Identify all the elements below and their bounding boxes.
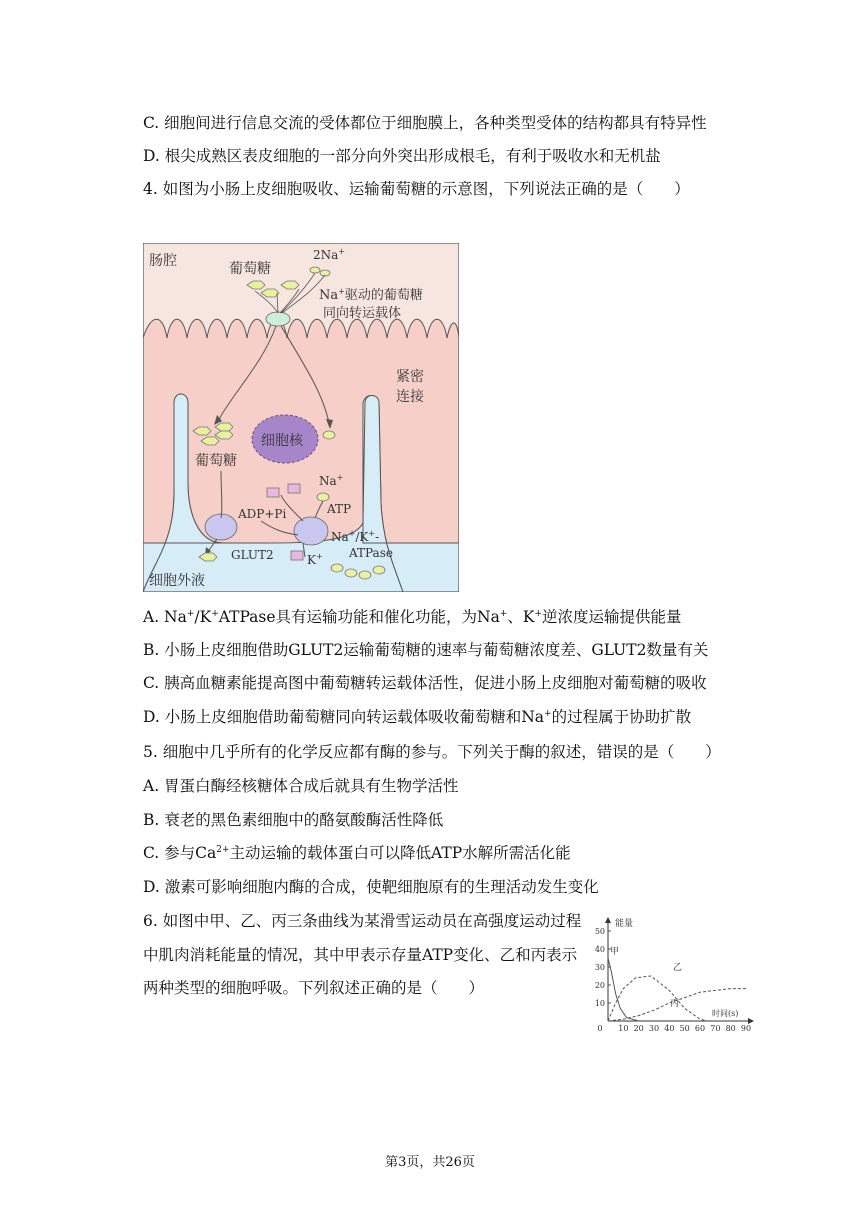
x-tick-label: 80 (725, 1024, 736, 1033)
k-label: K+ (307, 552, 323, 567)
x-axis-label: 时间(s) (712, 1009, 739, 1018)
na-k-atpase (294, 517, 328, 545)
y-tick-label: 30 (594, 963, 605, 972)
pump-label-2: ATPase (349, 546, 393, 560)
y-axis-label: 能量 (615, 919, 634, 929)
x-tick-label: 40 (664, 1024, 675, 1033)
series-label-yi: 乙 (673, 963, 683, 973)
energy-time-chart (586, 913, 754, 1035)
option-5c: C. 参与$Ca^{2+}$主动运输的载体蛋白可以降低ATP水解所需活化能 (143, 844, 571, 862)
question-6-line-2: 中肌肉消耗能量的情况，其中甲表示存量ATP变化、乙和丙表示 (143, 946, 578, 964)
intestinal-cell-diagram (143, 243, 459, 592)
option-5a: A. 胃蛋白酶经核糖体合成后就具有生物学活性 (143, 777, 459, 795)
series-label-bing: 丙 (670, 999, 680, 1009)
y-tick-label: 20 (594, 981, 605, 990)
x-tick-label: 90 (740, 1024, 752, 1033)
glut2-label: GLUT2 (231, 548, 274, 562)
x-tick-label: 60 (694, 1024, 706, 1033)
lumen-label: 肠腔 (149, 253, 177, 269)
glucose-top-label: 葡萄糖 (229, 261, 271, 277)
option-4b: B. 小肠上皮细胞借助GLUT2运输葡萄糖的速率与葡萄糖浓度差、GLUT2数量有关 (143, 641, 709, 659)
glucose-left-label: 葡萄糖 (195, 453, 237, 469)
question-6-line-1: 6. 如图中甲、乙、丙三条曲线为某滑雪运动员在高强度运动过程 (143, 912, 582, 930)
nucleus-label: 细胞核 (261, 433, 303, 449)
x-tick-label: 10 (618, 1024, 629, 1033)
x-tick-label: 50 (679, 1024, 690, 1033)
pump-label-1: Na+/K+- (331, 529, 380, 544)
tight-junction-label-1: 紧密 (396, 369, 424, 385)
adp-label: ADP+Pi (238, 507, 287, 521)
series-label-jia: 甲 (610, 947, 620, 957)
option-4c: C. 胰高血糖素能提高图中葡萄糖转运载体活性，促进小肠上皮细胞对葡萄糖的吸收 (143, 674, 707, 692)
x-tick-label: 20 (633, 1024, 644, 1033)
atp-label: ATP (327, 502, 352, 516)
option-5b: B. 衰老的黑色素细胞中的酪氨酸酶活性降低 (143, 811, 444, 829)
symporter-shape (266, 312, 290, 326)
question-6-line-3: 两种类型的细胞呼吸。下列叙述正确的是（ ） (143, 979, 485, 997)
x-tick-label: 0 (597, 1024, 603, 1033)
option-4d: D. 小肠上皮细胞借助葡萄糖同向转运载体吸收葡萄糖和Na+的过程属于协助扩散 (143, 708, 692, 726)
page-footer: 第3页，共26页 (385, 1155, 475, 1170)
series-yi-line (608, 976, 708, 1021)
option-c-prev: C. 细胞间进行信息交流的受体都位于细胞膜上，各种类型受体的结构都具有特异性 (143, 114, 707, 132)
question-5-stem: 5. 细胞中几乎所有的化学反应都有酶的参与。下列关于酶的叙述，错误的是（ ） (143, 743, 721, 761)
y-tick-label: 50 (594, 927, 605, 936)
y-tick-label: 10 (594, 999, 605, 1008)
transporter-label-1: Na+驱动的葡萄糖 (319, 287, 423, 303)
transporter-label-2: 同向转运载体 (323, 306, 402, 321)
option-5d: D. 激素可影响细胞内酶的合成，使靶细胞原有的生理活动发生变化 (143, 878, 599, 896)
na-mid-label: Na+ (319, 473, 344, 488)
option-d-prev: D. 根尖成熟区表皮细胞的一部分向外突出形成根毛，有利于吸收水和无机盐 (143, 147, 661, 165)
na-top-label: 2Na+ (313, 247, 345, 262)
y-tick-label: 40 (594, 945, 605, 954)
x-tick-label: 70 (710, 1024, 721, 1033)
question-4-stem: 4. 如图为小肠上皮细胞吸收、运输葡萄糖的示意图，下列说法正确的是（ ） (143, 180, 690, 198)
ecf-label: 细胞外液 (149, 573, 205, 589)
x-tick-label: 30 (648, 1024, 660, 1033)
option-4a: A. Na+/K+ATPase具有运输功能和催化功能，为Na+、K+逆浓度运输提供能量 (143, 608, 682, 626)
tight-junction-label-2: 连接 (396, 389, 424, 405)
